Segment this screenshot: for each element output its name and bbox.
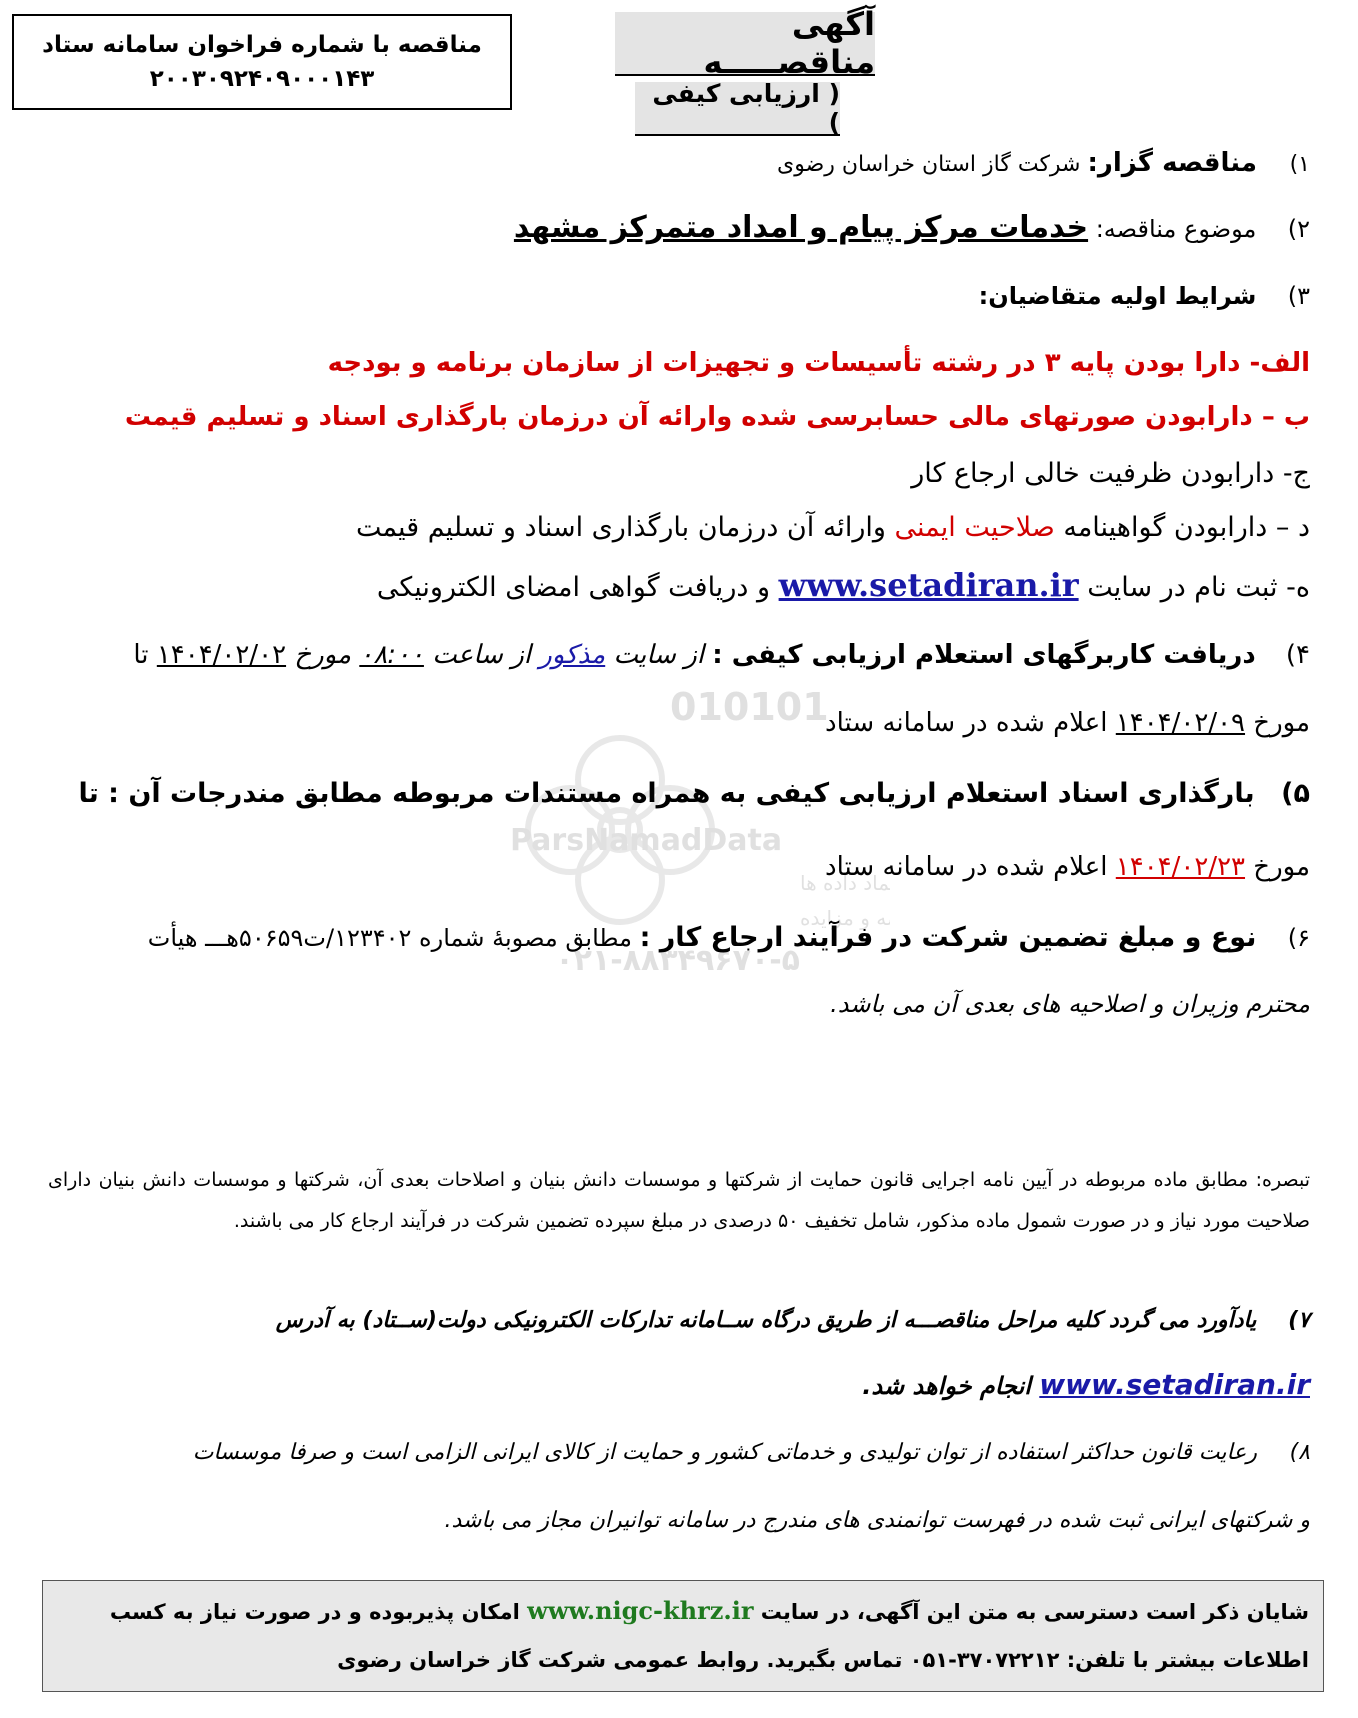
item-2-label: موضوع مناقصه: xyxy=(1095,215,1257,243)
condition-d-highlight: صلاحیت ایمنی xyxy=(894,512,1055,543)
item-4-text3: مورخ xyxy=(294,640,352,670)
item-4-date-from: ۱۴۰۴/۰۲/۰۲ xyxy=(156,640,287,670)
svg-text:010101: 010101 xyxy=(670,685,829,729)
condition-a: الف- دارا بودن پایه ۳ در رشته تأسیسات و تجهیزات از سازمان برنامه و بودجه xyxy=(327,348,1310,378)
item-1-label: مناقصه گزار: xyxy=(1087,148,1257,178)
notice-title: آگهی مناقصـــــه xyxy=(615,12,875,76)
item-6-guarantee xyxy=(48,922,1310,953)
condition-e xyxy=(48,566,1310,604)
item-4-text4: تا xyxy=(133,640,149,670)
condition-e-pre: ه- ثبت نام در سایت xyxy=(1087,572,1310,603)
item-4-site-link[interactable]: مذکور xyxy=(539,640,606,670)
item-1-number: ۱) xyxy=(1289,152,1310,177)
svg-text:پایگاه اطلاع رسانی مناقصه و مز: ه و مزایده xyxy=(800,906,887,930)
footer-line1 xyxy=(57,1587,1309,1636)
item-6-line2: محترم وزیران و اصلاحیه های بعدی آن می باشد. xyxy=(830,990,1310,1018)
item-8-text: رعایت قانون حداکثر استفاده از توان تولیدی و خدماتی کشور و حمایت از کالای ایرانی الزامی است و صرفا موسسات xyxy=(192,1440,1257,1465)
item-8-number: ۸) xyxy=(1289,1440,1310,1465)
reference-label: مناقصه با شماره فراخوان سامانه ستاد xyxy=(42,32,482,58)
knowledge-based-note: تبصره: مطابق ماده مربوطه در آیین نامه اجرایی قانون حمایت از شرکتها و موسسات دانش بنیان و اصلاحات بعدی آن، شرکتها و موسسات دانش بنیان دارای صلاحیت مورد نیاز و در صورت شمول ماده مذکور، شامل تخفیف ۵۰ درصدی در مبلغ سپرده تضمین شرکت در فرآیند ارجاع کار می باشند. xyxy=(48,1169,1310,1232)
svg-text:۰۲۱-۸۸۳۴۹۶۷۰-۵: ۰۲۱-۸۸۳۴۹۶۷۰-۵ xyxy=(555,943,800,978)
item-5-number: ۵) xyxy=(1281,778,1310,809)
condition-d xyxy=(48,512,1310,543)
item-4-time: ۰۸:۰۰ xyxy=(359,640,424,670)
item-7-reminder xyxy=(48,1308,1310,1333)
item-1-tenderer xyxy=(48,148,1310,178)
item-2-subject xyxy=(48,210,1310,245)
item-4-number: ۴) xyxy=(1285,640,1310,670)
condition-c: ج- دارابودن ظرفیت خالی ارجاع کار xyxy=(911,458,1310,489)
item-5-upload xyxy=(48,778,1310,809)
footer-contact-box xyxy=(42,1580,1324,1692)
item-8-iranian-goods xyxy=(48,1440,1310,1465)
item-5-line2-post: اعلام شده در سامانه ستاد xyxy=(825,852,1108,882)
item-7-line2-post: انجام خواهد شد. xyxy=(862,1372,1031,1400)
svg-text:ParsNamadData: ParsNamadData xyxy=(510,823,783,858)
setadiran-link[interactable]: www.setadiran.ir xyxy=(778,566,1079,604)
item-4-line2-pre: مورخ xyxy=(1253,708,1310,738)
item-1-value: شرکت گاز استان خراسان رضوی xyxy=(776,152,1081,177)
nigc-khrz-link[interactable]: www.nigc-khrz.ir xyxy=(527,1596,754,1625)
item-4-text1: از سایت xyxy=(613,640,704,670)
item-8-line2: و شرکتهای ایرانی ثبت شده در فهرست توانمندی های مندرج در سامانه توانیران مجاز می باشد. xyxy=(444,1508,1310,1533)
item-4-receipt xyxy=(48,640,1310,670)
item-7-setadiran-link[interactable]: www.setadiran.ir xyxy=(1039,1368,1310,1401)
condition-b: ب – دارابودن صورتهای مالی حسابرسی شده وارائه آن درزمان بارگذاری اسناد و تسلیم قیمت xyxy=(124,402,1310,432)
item-2-value: خدمات مرکز پیام و امداد متمرکز مشهد xyxy=(513,210,1089,245)
footer-line1-post: امکان پذیربوده و در صورت نیاز به کسب xyxy=(109,1600,520,1624)
item-6-label: نوع و مبلغ تضمین شرکت در فرآیند ارجاع کار : xyxy=(639,922,1257,953)
item-3-conditions xyxy=(48,282,1310,310)
condition-d-post: وارائه آن درزمان بارگذاری اسناد و تسلیم قیمت xyxy=(355,512,886,543)
tender-reference-box xyxy=(12,14,512,110)
item-7-number: ۷) xyxy=(1288,1308,1310,1333)
item-3-number: ۳) xyxy=(1287,282,1310,310)
svg-text:مرکز فن آوری اطلاعات پارس نماد: ماد داده ها xyxy=(800,871,890,895)
item-3-label: شرایط اولیه متقاضیان: xyxy=(978,282,1257,310)
item-4-label: دریافت کاربرگهای استعلام ارزیابی کیفی : xyxy=(712,640,1256,670)
reference-number: ۲۰۰۳۰۹۲۴۰۹۰۰۰۱۴۳ xyxy=(149,66,375,92)
item-5-date: ۱۴۰۴/۰۲/۲۳ xyxy=(1115,852,1246,882)
item-4-date-to: ۱۴۰۴/۰۲/۰۹ xyxy=(1115,708,1246,738)
item-4-line2-post: اعلام شده در سامانه ستاد xyxy=(825,708,1108,738)
item-6-text: مطابق مصوبهٔ شماره ۱۲۳۴۰۲/ت۵۰۶۵۹هـــ هیأت xyxy=(147,924,632,952)
condition-e-post: و دریافت گواهی امضای الکترونیکی xyxy=(376,572,771,603)
footer-line2: اطلاعات بیشتر با تلفن: ۳۷۰۷۲۲۱۲-۰۵۱ تماس بگیرید. روابط عمومی شرکت گاز خراسان رضوی xyxy=(337,1648,1309,1672)
item-7-line2 xyxy=(48,1368,1310,1401)
item-4-line2 xyxy=(48,708,1310,738)
notice-subtitle: ( ارزیابی کیفی ) xyxy=(635,82,840,136)
item-2-number: ۲) xyxy=(1287,215,1310,243)
footer-line1-pre: شایان ذکر است دسترسی به متن این آگهی، در سایت xyxy=(760,1600,1309,1624)
item-6-number: ۶) xyxy=(1287,924,1310,952)
item-7-text: یادآورد می گردد کلیه مراحل مناقصـــه از طریق درگاه ســامانه تدارکات الکترونیکی دولت(ســتاد) به آدرس xyxy=(275,1308,1257,1333)
item-4-text2: از ساعت xyxy=(432,640,531,670)
item-5-label: بارگذاری اسناد استعلام ارزیابی کیفی به همراه مستندات مربوطه مطابق مندرجات آن : تا xyxy=(78,778,1255,809)
item-5-line2 xyxy=(48,852,1310,882)
condition-d-pre: د – دارابودن گواهینامه xyxy=(1063,512,1310,543)
item-5-line2-pre: مورخ xyxy=(1253,852,1310,882)
